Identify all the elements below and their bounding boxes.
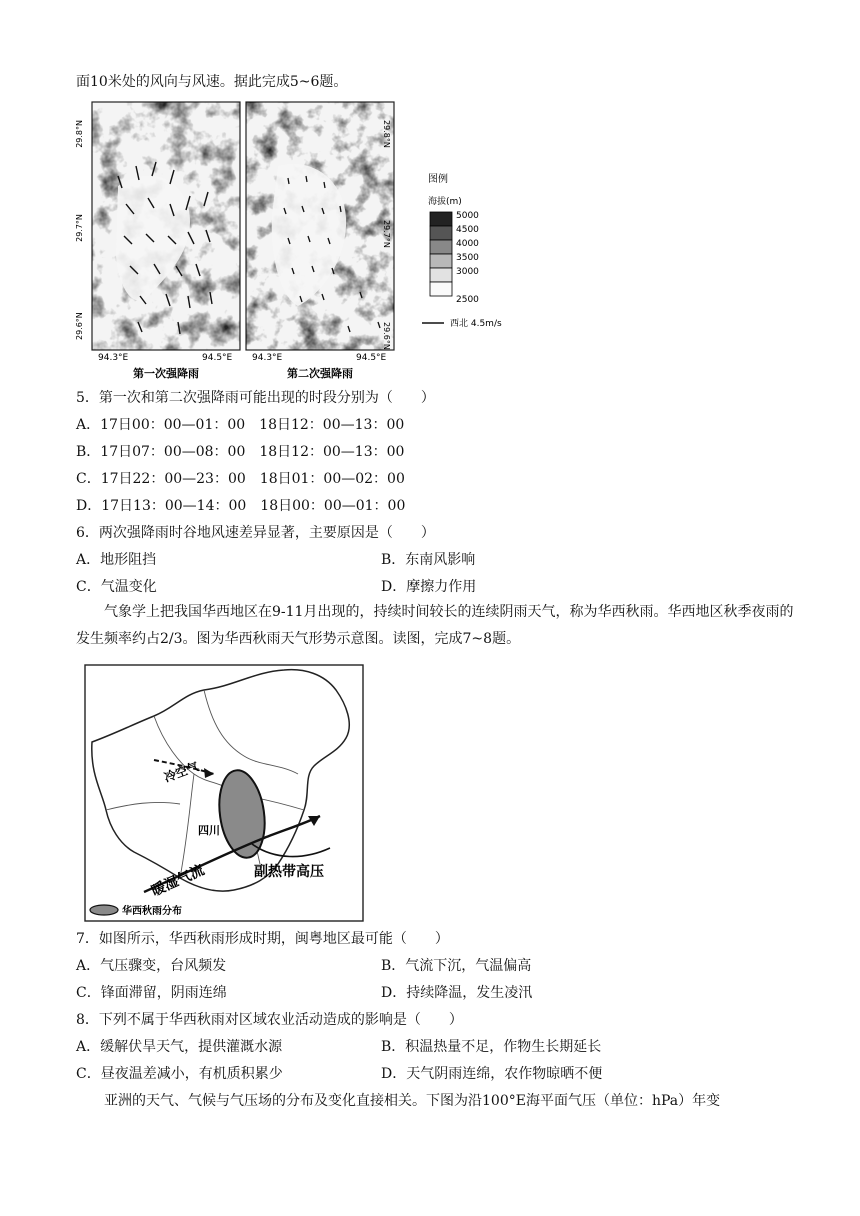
legend-level-5: 3000: [456, 267, 479, 277]
q7-option-c[interactable]: C．锋面滞留，阴雨连绵: [76, 985, 227, 1001]
lat-label-bot-right: 29.6°N: [382, 322, 391, 350]
sichuan-label: 四川: [198, 824, 220, 837]
legend-level-1: 5000: [456, 211, 479, 221]
q8-option-d[interactable]: D．天气阴雨连绵，农作物晾晒不便: [381, 1066, 603, 1082]
q6-stem: 6．两次强降雨时谷地风速差异显著，主要原因是（ ）: [76, 525, 435, 541]
passage-asia-pressure: 亚洲的天气、气候与气压场的分布及变化直接相关。下图为沿100°E海平面气压（单位：hPa）年变: [104, 1093, 721, 1109]
q7-stem: 7．如图所示，华西秋雨形成时期，闽粤地区最可能（ ）: [76, 931, 449, 947]
q5-option-b[interactable]: B．17日07：00—08：00 18日12：00—13：00: [76, 444, 405, 460]
lon-label-right-2: 94.5°E: [356, 353, 387, 363]
q7-option-d[interactable]: D．持续降温，发生凌汛: [381, 985, 533, 1001]
q6-option-d[interactable]: D．摩擦力作用: [381, 579, 477, 595]
legend-level-3: 4000: [456, 239, 479, 249]
lat-label-mid-right: 29.7°N: [382, 220, 391, 248]
legend-level-6: 2500: [456, 295, 479, 305]
q7-option-a[interactable]: A．气压骤变，台风频发: [76, 958, 227, 974]
legend-title: 图例: [428, 174, 448, 185]
q6-option-a[interactable]: A．地形阻挡: [76, 552, 157, 568]
subtropical-high-label: 副热带高压: [254, 864, 324, 880]
q8-option-c[interactable]: C．昼夜温差减小，有机质积累少: [76, 1066, 283, 1082]
elevation-legend: [422, 172, 502, 329]
q6-option-c[interactable]: C．气温变化: [76, 579, 157, 595]
huaxi-rain-map: [84, 664, 364, 922]
q8-option-a[interactable]: A．缓解伏旱天气，提供灌溉水源: [76, 1039, 283, 1055]
lat-label-top-right: 29.8°N: [382, 120, 391, 148]
map-legend-label: 华西秋雨分布: [122, 906, 182, 917]
q6-option-b[interactable]: B．东南风影响: [381, 552, 476, 568]
lat-label-bot: 29.6°N: [75, 312, 84, 340]
lon-label-left-2: 94.3°E: [252, 353, 283, 363]
rain-area-legend-icon: [90, 905, 118, 915]
q8-stem: 8．下列不属于华西秋雨对区域农业活动造成的影响是（ ）: [76, 1012, 463, 1028]
legend-unit: 海拔(m): [428, 197, 462, 207]
q5-option-c[interactable]: C．17日22：00—23：00 18日01：00—02：00: [76, 471, 405, 487]
intro-text: 面10米处的风向与风速。据此完成5~6题。: [76, 74, 348, 90]
panel-second-rain: [246, 102, 394, 380]
panel-first-rain: [75, 102, 240, 380]
lon-label-left: 94.3°E: [98, 353, 129, 363]
passage-huaxi-autumn-rain: 气象学上把我国华西地区在9-11月出现的，持续时间较长的连续阴雨天气，称为华西秋雨。华西地区秋季夜雨的发生频率约占2/3。图为华西秋雨天气形势示意图。读图，完成7~8题。: [76, 604, 794, 647]
panel2-caption: 第二次强降雨: [287, 367, 353, 380]
lon-label-right: 94.5°E: [202, 353, 233, 363]
legend-wind: 西北 4.5m/s: [450, 319, 502, 329]
legend-level-2: 4500: [456, 225, 479, 235]
panel1-caption: 第一次强降雨: [133, 367, 199, 380]
lat-label-mid: 29.7°N: [75, 214, 84, 242]
q5-option-a[interactable]: A．17日00：00—01：00 18日12：00—13：00: [76, 417, 405, 433]
terrain-wind-figure: [75, 96, 518, 384]
lat-label-top: 29.8°N: [75, 120, 84, 148]
cold-air-label: 冷空气: [162, 759, 201, 785]
q5-option-d[interactable]: D．17日13：00—14：00 18日00：00—01：00: [76, 498, 406, 514]
warm-flow-label: 暖湿气流: [149, 862, 207, 900]
q5-stem: 5．第一次和第二次强降雨可能出现的时段分别为（ ）: [76, 390, 435, 406]
q8-option-b[interactable]: B．积温热量不足，作物生长期延长: [381, 1039, 602, 1055]
legend-level-4: 3500: [456, 253, 479, 263]
q7-option-b[interactable]: B．气流下沉，气温偏高: [381, 958, 532, 974]
